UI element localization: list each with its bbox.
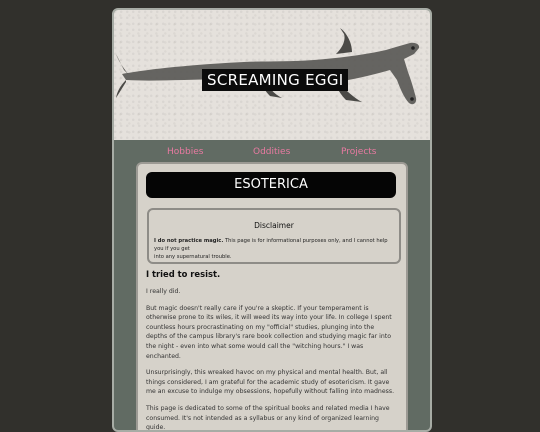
disclaimer-bold-lead: I do not practice magic. xyxy=(154,238,224,244)
content-panel xyxy=(136,162,408,432)
disclaimer-text xyxy=(152,237,396,261)
site-title[interactable]: SCREAMING EGGI xyxy=(202,69,348,91)
header-banner xyxy=(114,10,430,140)
article-lead: I tried to resist. xyxy=(146,269,221,279)
main-nav xyxy=(114,144,430,162)
article-body xyxy=(146,269,396,432)
paragraph: But magic doesn't really care if you're a skeptic. If your temperament is otherwise prone to its wiles, it will weed its way into your life. In college I spent countless hours procrastinating on my "official" studies, plunging into the depths of the campus library's rare book collection and studying magic far into the night - even into what some would call the "witching hours." I was enchanted. xyxy=(146,304,392,360)
paragraph: This page is dedicated to some of the spiritual books and related media I have consumed. It's not intended as a syllabus or any kind of organized learning guide. xyxy=(146,404,390,432)
disclaimer-heading: Disclaimer xyxy=(254,221,294,230)
disclaimer-box xyxy=(147,208,401,264)
page-title: ESOTERICA xyxy=(146,172,396,198)
nav-link-oddities[interactable]: Oddities xyxy=(253,147,291,157)
paragraph: Unsurprisingly, this wreaked havoc on my physical and mental health. But, all things considered, I am grateful for the academic study of esotericism. It gave me an excuse to indulge my obsessions, hopefully without falling into madness. xyxy=(146,369,395,396)
paragraph: I really did. xyxy=(146,288,181,295)
nav-link-projects[interactable]: Projects xyxy=(341,147,377,157)
disclaimer-text-line2: into any supernatural trouble. xyxy=(154,254,232,260)
nav-link-hobbies[interactable]: Hobbies xyxy=(167,147,204,157)
site-frame xyxy=(112,8,432,432)
disclaimer-text-line1: This page is for informational purposes only, and I cannot help you if you get xyxy=(154,238,388,252)
